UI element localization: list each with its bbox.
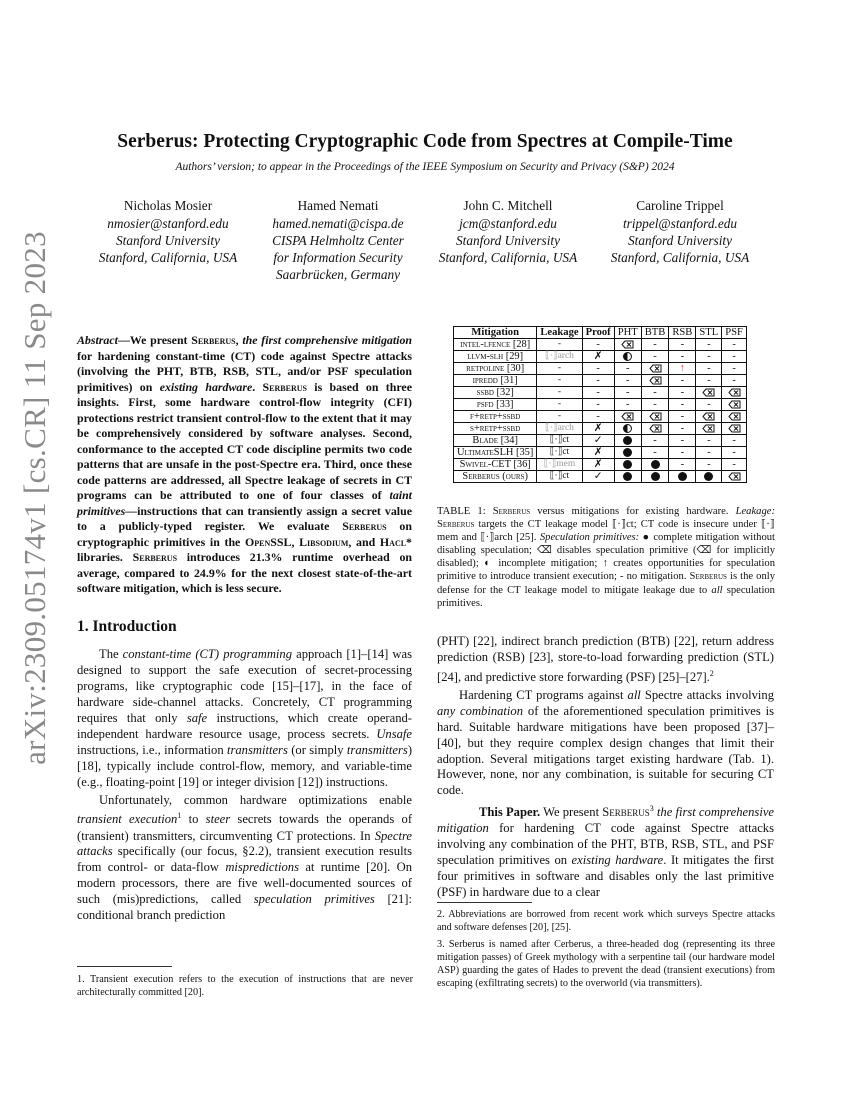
paragraph: Hardening CT programs against all Spectre attacks involving any combination of the aforementioned speculation primitives is hard. Suitable hardware mitigations have been proposed [37]–[40], but they require complex design changes that limit their adoption. Several mitigations target existing hardware (Tab. 1). However, none, nor any combination, is suitable for securing CT code. (437, 687, 775, 798)
no-mitigation-cell: - (722, 339, 747, 351)
disable-speculation-icon (696, 423, 722, 435)
table-row (454, 387, 747, 399)
no-mitigation-cell: - (669, 411, 696, 423)
disable-speculation-icon (722, 411, 747, 423)
mitigation-name: intel-lfence [28] (454, 339, 537, 351)
disable-speculation-icon (641, 363, 669, 375)
table-row (454, 459, 747, 471)
table-header: RSB (669, 327, 696, 339)
complete-mitigation-icon (614, 471, 641, 483)
no-mitigation-cell: - (696, 363, 722, 375)
no-mitigation-cell: - (722, 351, 747, 363)
complete-mitigation-icon (641, 459, 669, 471)
author-name: John C. Mitchell (463, 198, 553, 213)
no-mitigation-cell: - (641, 435, 669, 447)
leakage-cell: - (537, 363, 582, 375)
disable-speculation-icon (641, 375, 669, 387)
proof-cell: ✗ (582, 459, 614, 471)
incomplete-mitigation-icon (614, 351, 641, 363)
mitigation-name: s+retp+ssbd (454, 423, 537, 435)
leakage-cell: ⟦·⟧ct (537, 435, 582, 447)
incomplete-mitigation-icon (614, 423, 641, 435)
author-location: Stanford, California, USA (438, 250, 578, 265)
author-email: jcm@stanford.edu (459, 216, 557, 231)
no-mitigation-cell: - (722, 459, 747, 471)
paper-subtitle: Authors’ version; to appear in the Proceedings of the IEEE Symposium on Security and Privacy (S&P) 2024 (175, 161, 675, 173)
author-affiliation: Stanford University (455, 233, 561, 248)
complete-mitigation-icon (696, 471, 722, 483)
disable-speculation-icon (696, 387, 722, 399)
table-row (454, 435, 747, 447)
disable-speculation-icon (722, 423, 747, 435)
paragraph: This Paper. We present Serberus$^3$ the first comprehensive mitigation for hardening CT code against Spectre attacks involving any combination of the PHT, BTB, RSB, STL, and PSF speculation primitives on existing hardware. It mitigates the first four primitives in software and disables only the last primitive (PSF) in hardware due to a clear (437, 804, 774, 899)
abstract: Abstract—We present Serberus, the first comprehensive mitigation for hardening constant-time (CT) code against Spectre attacks (involving the PHT, BTB, RSB, STL, and/or PSF speculation primitives) on existing hardware. Serberus is based on three insights. First, some hardware control-flow integrity (CFI) protections restrict transient control-flow to the extent that it may be comprehensively considered by software analyses. Second, conformance to the accepted CT code discipline permits two code patterns that are unsafe in the post-Spectre era. Third, once these code patterns are addressed, all Spectre leakage of secrets in CT programs can be attributed to one of four classes of taint primitives—instructions that can transiently assign a secret value to a publicly-typed register. We evaluate Serberus on cryptographic primitives in the OpenSSL, Libsodium, and Hacl* libraries. Serberus introduces 21.3% runtime overhead on average, compared to 24.9% for the next closest state-of-the-art software mitigation, which is less secure. (77, 333, 413, 595)
leakage-cell: - (537, 339, 582, 351)
author-email: nmosier@stanford.edu (107, 216, 229, 231)
leakage-cell: ⟦·⟧ct (537, 471, 582, 483)
complete-mitigation-icon (669, 471, 696, 483)
no-mitigation-cell: - (669, 339, 696, 351)
disable-speculation-icon (696, 411, 722, 423)
no-mitigation-cell: - (641, 339, 669, 351)
disable-speculation-icon (722, 471, 747, 483)
leakage-cell: - (537, 399, 582, 411)
no-mitigation-cell: - (669, 459, 696, 471)
mitigation-table (453, 326, 747, 483)
leakage-cell: - (537, 411, 582, 423)
proof-cell: ✗ (582, 351, 614, 363)
mitigation-name: Blade [34] (454, 435, 537, 447)
up-arrow-icon: ↑ (669, 363, 696, 375)
complete-mitigation-icon (614, 447, 641, 459)
complete-mitigation-icon (614, 435, 641, 447)
left-column (77, 333, 412, 926)
footnote-rule (437, 902, 532, 903)
no-mitigation-cell: - (696, 435, 722, 447)
disable-speculation-icon (722, 399, 747, 411)
author-block (423, 197, 593, 266)
proof-cell: - (582, 363, 614, 375)
proof-cell: - (582, 387, 614, 399)
complete-mitigation-icon (614, 459, 641, 471)
proof-cell: ✓ (582, 435, 614, 447)
author-block (83, 197, 253, 266)
disable-speculation-icon (722, 387, 747, 399)
proof-cell: ✗ (582, 447, 614, 459)
author-affiliation: CISPA Helmholtz Center (272, 233, 404, 248)
table-row (454, 411, 747, 423)
table-row (454, 363, 747, 375)
author-location: Stanford, California, USA (610, 250, 750, 265)
proof-cell: ✗ (582, 423, 614, 435)
no-mitigation-cell: - (722, 375, 747, 387)
no-mitigation-cell: - (722, 363, 747, 375)
author-location: Saarbrücken, Germany (275, 267, 401, 282)
mitigation-name: llvm-slh [29] (454, 351, 537, 363)
proof-cell: - (582, 411, 614, 423)
mitigation-name: psfd [33] (454, 399, 537, 411)
proof-cell: ✓ (582, 471, 614, 483)
mitigation-name: retpoline [30] (454, 363, 537, 375)
author-block (258, 197, 418, 283)
no-mitigation-cell: - (669, 387, 696, 399)
mitigation-name: UltimateSLH [35] (454, 447, 537, 459)
leakage-cell: - (537, 387, 582, 399)
no-mitigation-cell: - (641, 447, 669, 459)
author-name: Hamed Nemati (297, 198, 379, 213)
leakage-cell: - (537, 375, 582, 387)
footnotes (437, 909, 775, 995)
no-mitigation-cell: - (641, 387, 669, 399)
mitigation-name: ssbd [32] (454, 387, 537, 399)
table-header: BTB (641, 327, 669, 339)
author-affiliation: Stanford University (627, 233, 733, 248)
leakage-cell: ⟦·⟧arch (537, 351, 582, 363)
paragraph: (PHT) [22], indirect branch prediction (BTB) [22], return address prediction (RSB) [23], store-to-load forwarding prediction (STL) [24], and predictive store forwarding (PSF) [25]–[27].$^2$ (437, 634, 774, 684)
proof-cell: - (582, 339, 614, 351)
no-mitigation-cell: - (696, 459, 722, 471)
table-caption: TABLE 1: Serberus versus mitigations for existing hardware. Leakage: Serberus targets the CT leakage model ⟦·⟧ct; CT code is insecure under ⟦·⟧mem and ⟦·⟧arch [25]. Speculation primitives: ● complete mitigation without disabling speculation; ⌫ disables speculation primitive (⌫ for implicitly disabled); ◐ incomplete mitigation; ↑ creates opportunities for speculation primitive to introduce transient execution; - no mitigation. Serberus is the only defense for the CT leakage model to mitigate leakage due to all speculation primitives. (437, 506, 775, 609)
no-mitigation-cell: - (696, 399, 722, 411)
arxiv-id-text: arXiv:2309.05174v1 [cs.CR] 11 Sep 2023 (17, 230, 52, 765)
footnote: 1. Transient execution refers to the execution of instructions that are never architecturally committed [20]. (77, 974, 413, 998)
disable-speculation-icon (641, 423, 669, 435)
no-mitigation-cell: - (722, 447, 747, 459)
section-heading: 1. Introduction (77, 617, 177, 635)
author-email: hamed.nemati@cispa.de (272, 216, 404, 231)
paragraph: Unfortunately, common hardware optimizations enable transient execution$^1$ to steer secrets towards the operands of (transient) transmitters, circumventing CT protections. In Spectre attacks specifically (our focus, §2.2), transient execution results from control- or data-flow mispredictions at runtime [20]. On modern processors, there are five well-documented sources of such (mis)predictions, called speculation primitives [21]: conditional branch prediction (77, 792, 413, 923)
no-mitigation-cell: - (641, 351, 669, 363)
mitigation-name: ipredd [31] (454, 375, 537, 387)
author-affiliation: Stanford University (115, 233, 221, 248)
mitigation-name: Swivel-CET [36] (454, 459, 537, 471)
table-header: Proof (582, 327, 614, 339)
author-location: Stanford, California, USA (98, 250, 238, 265)
author-affiliation: for Information Security (273, 250, 403, 265)
no-mitigation-cell: - (614, 387, 641, 399)
table-row (454, 375, 747, 387)
author-name: Caroline Trippel (636, 198, 724, 213)
no-mitigation-cell: - (641, 399, 669, 411)
table-row (454, 423, 747, 435)
no-mitigation-cell: - (669, 423, 696, 435)
no-mitigation-cell: - (614, 363, 641, 375)
table-header: STL (696, 327, 722, 339)
paragraph: The constant-time (CT) programming approach [1]–[14] was designed to support the safe execution of secret-processing programs, like cryptographic code [15]–[17], in the face of hardware side-channel attacks. Concretely, CT programming requires that only safe instructions, which create operand-independent hardware resource usage, process secrets. Unsafe instructions, i.e., information transmitters (or simply transmitters) [18], typically include control-flow, memory, and variable-time (e.g., floating-point [19] or integer division [12]) instructions. (77, 647, 413, 789)
no-mitigation-cell: - (669, 447, 696, 459)
proof-cell: - (582, 399, 614, 411)
disable-speculation-icon (614, 411, 641, 423)
no-mitigation-cell: - (696, 339, 722, 351)
no-mitigation-cell: - (669, 399, 696, 411)
author-name: Nicholas Mosier (123, 198, 213, 213)
disable-speculation-icon (614, 339, 641, 351)
table-row (454, 471, 747, 483)
disable-speculation-icon (641, 411, 669, 423)
leakage-cell: ⟦·⟧mem (537, 459, 582, 471)
no-mitigation-cell: - (696, 447, 722, 459)
complete-mitigation-icon (641, 471, 669, 483)
proof-cell: - (582, 375, 614, 387)
table-header: PSF (722, 327, 747, 339)
footnote: 2. Abbreviations are borrowed from recent work which surveys Spectre attacks and software defenses [20], [25]. (437, 909, 775, 933)
author-email: trippel@stanford.edu (622, 216, 738, 231)
table-header: Leakage (537, 327, 582, 339)
table-header: PHT (614, 327, 641, 339)
leakage-cell: ⟦·⟧ct (537, 447, 582, 459)
no-mitigation-cell: - (696, 375, 722, 387)
paper-title: Serberus: Protecting Cryptographic Code from Spectres at Compile-Time (117, 131, 733, 152)
table-header: Mitigation (454, 327, 537, 339)
no-mitigation-cell: - (669, 351, 696, 363)
table-row (454, 399, 747, 411)
mitigation-name: Serberus (ours) (454, 471, 537, 483)
no-mitigation-cell: - (669, 435, 696, 447)
table-row (454, 351, 747, 363)
no-mitigation-cell: - (722, 435, 747, 447)
leakage-cell: ⟦·⟧arch (537, 423, 582, 435)
no-mitigation-cell: - (614, 399, 641, 411)
footnote-rule (77, 966, 172, 967)
mitigation-name: f+retp+ssbd (454, 411, 537, 423)
no-mitigation-cell: - (614, 375, 641, 387)
right-column (437, 634, 774, 903)
no-mitigation-cell: - (669, 375, 696, 387)
no-mitigation-cell: - (696, 351, 722, 363)
arxiv-identifier (12, 230, 58, 765)
footnote: 3. Serberus is named after Cerberus, a three-headed dog (representing its three mitigation passes) of Greek mythology with a serpentine tail (our hardware model ASP) guarding the gates of Hades to prevent the dead (transient executions) from escaping (exfiltrating secrets) to the overworld (via transmitters). (437, 939, 775, 989)
table-row (454, 447, 747, 459)
table-row (454, 339, 747, 351)
author-block (595, 197, 765, 266)
